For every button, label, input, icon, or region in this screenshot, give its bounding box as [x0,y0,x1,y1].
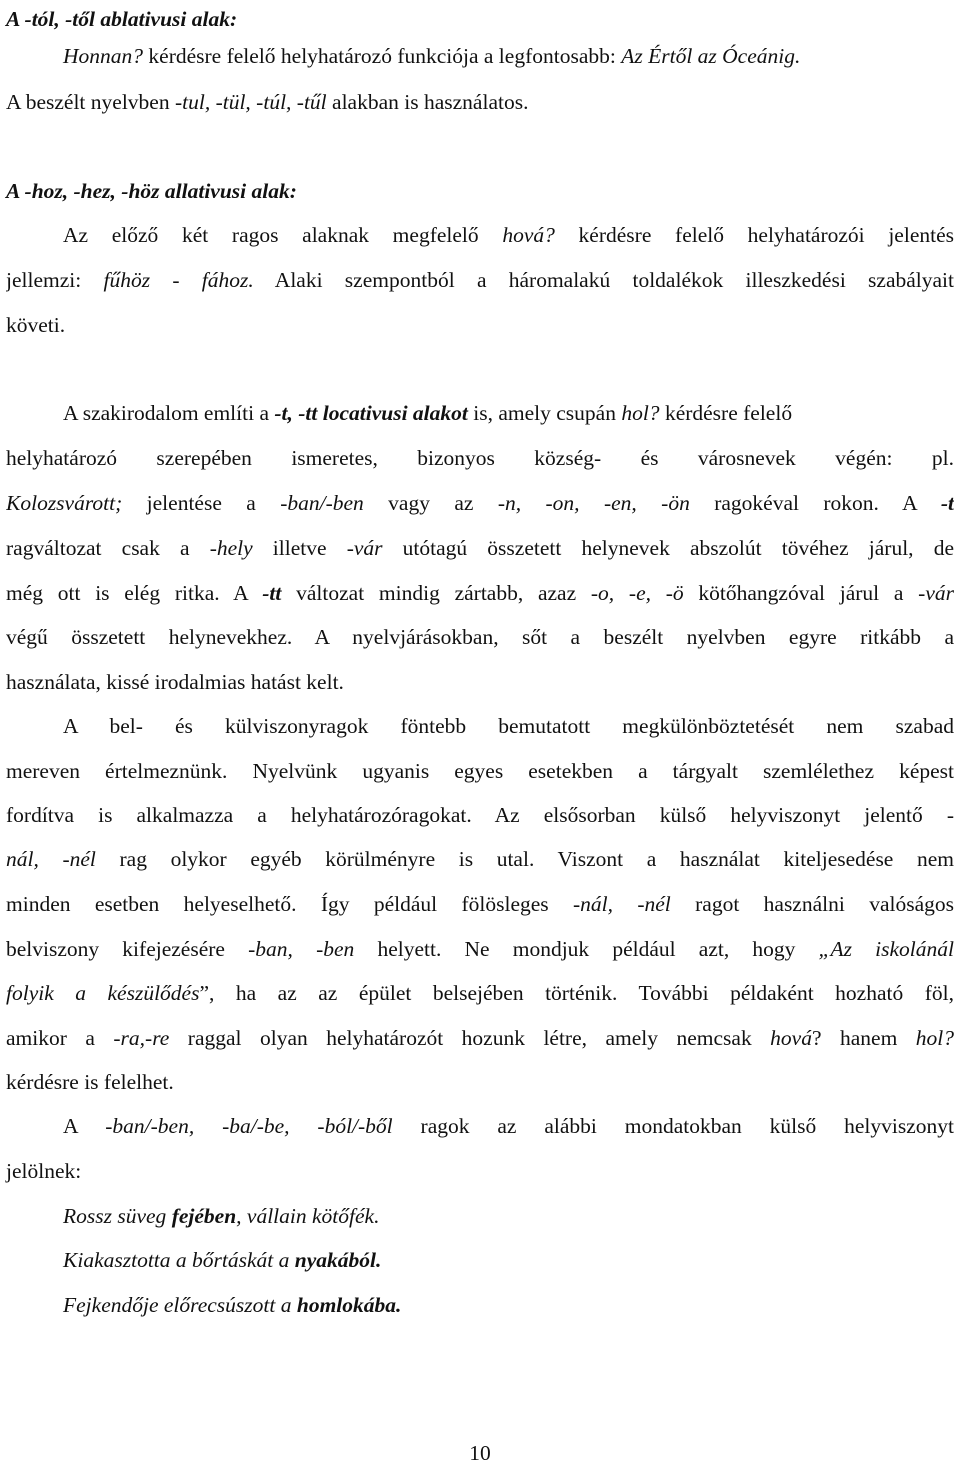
text-segment: amikor a [6,1026,114,1050]
text-line [63,1292,954,1318]
text-line [6,891,954,917]
text-segment: fűhöz - fához. [103,268,254,292]
text-line [6,89,954,115]
text-segment: -hely [209,536,253,560]
text-segment: belviszony kifejezésére [6,937,249,961]
text-segment: ragokéval rokon. A [689,491,941,515]
text-segment: végű összetett helynevekhez. A nyelvjárásokban, sőt a beszélt nyelvben egyre ritkább a [6,625,954,649]
text-segment: homlokába. [296,1293,402,1317]
text-segment: mereven értelmeznünk. Nyelvünk ugyanis egyes esetekben a tárgyalt szemlélethez képest [6,759,954,783]
text-segment: Alaki szempontból a háromalakú toldalékok illeszkedési szabályait [253,268,954,292]
text-segment: Az előző két ragos alaknak megfelelő [63,223,503,247]
text-line [6,669,954,695]
text-segment: alakban is használatos. [326,90,529,114]
text-segment: -ban/-ben, -ba/-be, -ból/-ből [105,1114,393,1138]
text-segment: kötőhangzóval járul a [683,581,919,605]
text-segment: kérdésre is felelhet. [6,1070,174,1094]
text-line [6,1025,954,1051]
text-segment: A beszélt nyelvben [6,90,175,114]
text-line [6,580,954,606]
text-segment: követi. [6,313,66,337]
text-segment: -ra,-re [113,1026,170,1050]
text-line [63,1113,954,1139]
text-line [6,846,954,872]
text-line [63,400,954,426]
text-line [6,267,954,293]
text-line [63,43,954,69]
text-segment: nyakából. [294,1248,382,1272]
text-segment: Fejkendője előrecsúszott a [63,1293,297,1317]
text-segment: A bel- és külviszonyragok föntebb bemutatott megkülönböztetését nem szabad [63,714,954,738]
text-segment: -tt [262,581,282,605]
text-segment: A [63,1114,106,1138]
text-segment: , vállain kötőfék. [236,1204,380,1228]
text-line [6,936,954,962]
text-segment: fordítva is alkalmazza a helyhatározóragokat. Az elsősorban külső helyviszonyt jelentő - [6,803,954,827]
text-segment: illetve [252,536,347,560]
text-segment: ragok az alábbi mondatokban külső helyviszonyt [392,1114,954,1138]
text-line [6,980,954,1006]
text-segment: Az Értől az Óceánig. [621,44,801,68]
text-line [6,6,954,32]
text-line [63,1247,954,1273]
text-segment: folyik a készülődés [6,981,200,1005]
text-segment: ”, ha az az épület belsejében történik. További példaként hozható föl, [199,981,954,1005]
text-line [6,490,954,516]
text-segment: ragot használni valóságos [670,892,954,916]
text-segment: -o, -e, -ö [590,581,684,605]
page-number: 10 [469,1441,491,1465]
text-segment: kérdésre felelő [659,401,793,425]
text-segment: utótagú összetett helynevek abszolút tövéhez járul, de [382,536,954,560]
text-line [6,802,954,828]
text-line [6,1158,954,1184]
text-segment: Honnan? [63,44,144,68]
text-segment: „Az iskolánál [818,937,954,961]
text-segment: -vár [918,581,954,605]
text-segment: -t [940,491,954,515]
text-segment: A szakirodalom említi a [63,401,275,425]
text-segment: Kiakasztotta a bőrtáskát a [63,1248,295,1272]
text-segment: hol? [621,401,660,425]
text-segment: nál, -nél [6,847,96,871]
text-segment: minden esetben helyeselhető. Így például fölösleges [6,892,573,916]
text-segment: is, amely csupán [467,401,622,425]
text-line [6,624,954,650]
text-line [6,445,954,471]
text-line [6,758,954,784]
text-segment: helyett. Ne mondjuk például azt, hogy [354,937,819,961]
text-segment: hol? [915,1026,954,1050]
text-segment: rag olykor egyéb körülményre is utal. Viszont a használat kiteljesedése nem [95,847,954,871]
text-segment: jellemzi: [6,268,104,292]
text-segment: hová? [502,223,555,247]
text-segment: helyhatározó szerepében ismeretes, bizonyos község- és városnevek végén: pl. [6,446,954,470]
text-segment: -nál, -nél [573,892,671,916]
text-segment: fejében [171,1204,237,1228]
text-segment: -n, -on, -en, -ön [497,491,690,515]
text-segment: raggal olyan helyhatározót hozunk létre, amely nemcsak [169,1026,771,1050]
text-segment: hová [770,1026,812,1050]
text-segment: -tul, -tül, -túl, -tűl [174,90,327,114]
text-line [63,1203,954,1229]
text-segment: kérdésre felelő helyhatározói jelentés [554,223,954,247]
text-segment: még ott is elég ritka. A [6,581,263,605]
text-segment: ? hanem [811,1026,916,1050]
text-line [6,535,954,561]
text-segment: vagy az [363,491,498,515]
text-segment: kérdésre felelő helyhatározó funkciója a legfontosabb: [143,44,622,68]
text-segment: -ban, -ben [248,937,355,961]
text-segment: Rossz süveg [63,1204,172,1228]
text-segment: Kolozsvárott; [6,491,123,515]
text-segment: -t, -tt locativusi alakot [274,401,468,425]
text-segment: változat mindig zártabb, azaz [281,581,591,605]
text-segment: A -tól, -től ablativusi alak: [6,7,238,31]
text-line [63,222,954,248]
text-segment: ragváltozat csak a [6,536,210,560]
text-line [63,713,954,739]
text-segment: használata, kissé irodalmias hatást kelt. [6,670,344,694]
text-segment: jelölnek: [6,1159,82,1183]
text-line [6,1069,954,1095]
text-segment: -ban/-ben [280,491,364,515]
text-line [6,178,954,204]
text-segment: jelentése a [122,491,281,515]
text-segment: A -hoz, -hez, -höz allativusi alak: [6,179,297,203]
text-line [6,312,954,338]
text-segment: -vár [346,536,383,560]
